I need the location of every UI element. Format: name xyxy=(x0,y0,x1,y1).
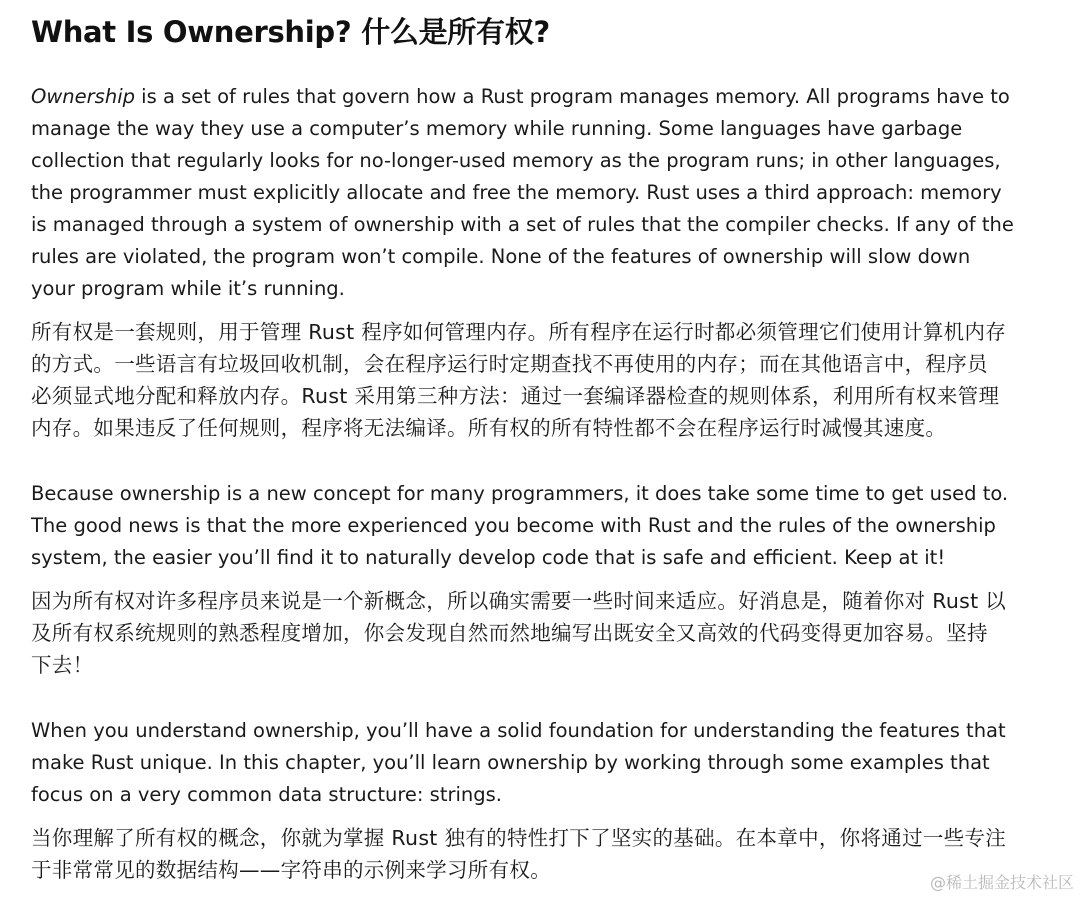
paragraph-line: the programmer must explicitly allocate and free the memory. Rust uses a third approach: memory xyxy=(31,181,1002,204)
paragraph-line: 于非常常见的数据结构——字符串的示例来学习所有权。 xyxy=(31,858,551,882)
paragraph-line: Because ownership is a new concept for many programmers, it does take some time to get used to. xyxy=(31,482,1009,505)
paragraph-chapter-en xyxy=(31,715,1071,811)
paragraph-line: 下去！ xyxy=(31,653,94,677)
paragraph-line xyxy=(31,81,1071,113)
ownership-term: Ownership xyxy=(31,85,135,108)
line-text: is a set of rules that govern how a Rust program manages memory. All programs have to xyxy=(134,85,1010,108)
paragraph-line: 及所有权系统规则的熟悉程度增加，你会发现自然而然地编写出既安全又高效的代码变得更加容易。坚持 xyxy=(31,621,988,645)
paragraph-line: 必须显式地分配和释放内存。Rust 采用第三种方法：通过一套编译器检查的规则体系，利用所有权来管理 xyxy=(31,384,1000,408)
paragraph-line: rules are violated, the program won’t compile. None of the features of ownership will slow down xyxy=(31,245,971,268)
paragraph-line: your program while it’s running. xyxy=(31,277,345,300)
paragraph-line: system, the easier you’ll find it to naturally develop code that is safe and efficient. Keep at it! xyxy=(31,546,946,569)
paragraph-line: focus on a very common data structure: strings. xyxy=(31,783,503,806)
paragraph-line: The good news is that the more experienced you become with Rust and the rules of the ownership xyxy=(31,514,996,537)
page-title: What Is Ownership? 什么是所有权? xyxy=(31,15,550,49)
paragraph-line: make Rust unique. In this chapter, you’ll learn ownership by working through some examples that xyxy=(31,751,990,774)
paragraph-line: 当你理解了所有权的概念，你就为掌握 Rust 独有的特性打下了坚实的基础。在本章中，你将通过一些专注 xyxy=(31,826,1007,850)
paragraph-intro-zh xyxy=(31,316,1071,444)
paragraph-line: is managed through a system of ownership with a set of rules that the compiler checks. If any of the xyxy=(31,213,1014,236)
paragraph-intro-en xyxy=(31,81,1071,305)
paragraph-line: 的方式。一些语言有垃圾回收机制，会在程序运行时定期查找不再使用的内存；而在其他语言中，程序员 xyxy=(31,352,988,376)
paragraph-concept-en xyxy=(31,478,1071,574)
paragraph-line: collection that regularly looks for no-longer-used memory as the program runs; in other languages, xyxy=(31,149,1001,172)
watermark: @稀土掘金技术社区 xyxy=(929,873,1074,892)
paragraph-line: 内存。如果违反了任何规则，程序将无法编译。所有权的所有特性都不会在程序运行时减慢其速度。 xyxy=(31,416,947,440)
paragraph-line: 所有权是一套规则，用于管理 Rust 程序如何管理内存。所有程序在运行时都必须管理它们使用计算机内存 xyxy=(31,320,1007,344)
paragraph-line: When you understand ownership, you’ll have a solid foundation for understanding the features that xyxy=(31,719,1006,742)
paragraph-concept-zh xyxy=(31,585,1071,681)
paragraph-line: manage the way they use a computer’s memory while running. Some languages have garbage xyxy=(31,117,963,140)
paragraph-chapter-zh xyxy=(31,822,1071,886)
paragraph-line: 因为所有权对许多程序员来说是一个新概念，所以确实需要一些时间来适应。好消息是，随着你对 Rust 以 xyxy=(31,589,1007,613)
